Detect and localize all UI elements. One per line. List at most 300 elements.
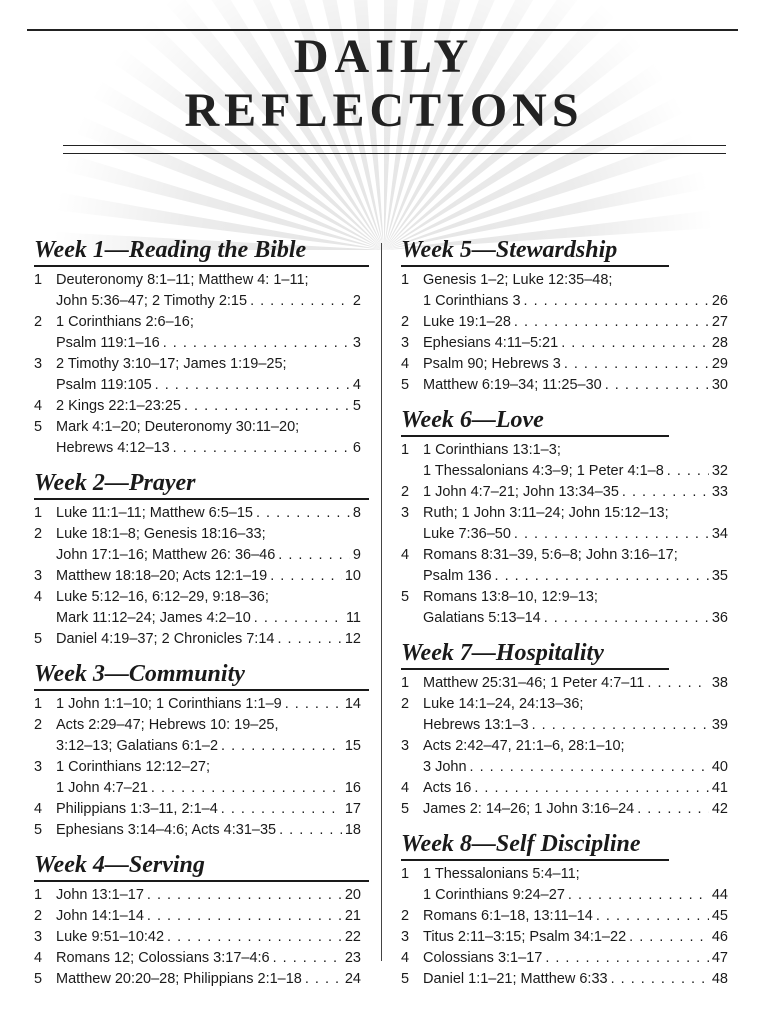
reading-text <box>423 906 728 927</box>
reading-passages: Luke 14:1–24, 24:13–36; <box>423 696 584 712</box>
reading-entry <box>34 587 361 629</box>
dot-leader <box>647 673 708 694</box>
page-number: 17 <box>344 801 361 817</box>
dot-leader <box>277 629 341 650</box>
reading-line-with-page <box>56 948 361 969</box>
reading-passages: Luke 18:1–8; Genesis 18:16–33; <box>56 526 266 542</box>
reading-line <box>56 757 361 778</box>
reading-entry <box>401 270 728 312</box>
week-title: Week 6—Love <box>401 406 669 437</box>
reading-line-with-page <box>56 799 361 820</box>
dot-leader <box>622 482 709 503</box>
reading-text <box>423 587 728 629</box>
dot-leader <box>221 799 342 820</box>
reading-passages: Acts 2:42–47, 21:1–6, 28:1–10; <box>423 738 625 754</box>
title-daily: DAILY <box>293 30 475 83</box>
reading-text <box>56 629 361 650</box>
reading-text <box>423 948 728 969</box>
dot-leader <box>545 948 709 969</box>
dot-leader <box>163 333 350 354</box>
reading-entry <box>34 694 361 715</box>
day-number: 1 <box>34 887 43 903</box>
day-number: 1 <box>34 272 43 288</box>
dot-leader <box>279 820 342 841</box>
reading-passages: John 17:1–16; Matthew 26: 36–46 <box>56 547 276 563</box>
reading-entry <box>34 354 361 396</box>
reading-line-with-page <box>423 333 728 354</box>
week-section <box>401 639 728 820</box>
reading-entry <box>34 906 361 927</box>
day-number: 4 <box>34 398 43 414</box>
reading-text <box>423 375 728 396</box>
page-number: 23 <box>344 950 361 966</box>
reading-entry <box>401 440 728 482</box>
reading-entry <box>34 629 361 650</box>
reading-entry <box>401 864 728 906</box>
day-number: 4 <box>401 780 410 796</box>
reading-line <box>423 270 728 291</box>
day-number: 1 <box>401 442 410 458</box>
dot-leader <box>184 396 350 417</box>
page-number: 3 <box>352 335 361 351</box>
reading-entry <box>34 927 361 948</box>
reading-entry <box>401 312 728 333</box>
page-number: 47 <box>711 950 728 966</box>
page-number: 35 <box>711 568 728 584</box>
reading-passages: Romans 6:1–18, 13:11–14 <box>423 908 593 924</box>
reading-entry <box>34 799 361 820</box>
dot-leader <box>151 778 342 799</box>
reading-text <box>423 799 728 820</box>
reading-passages: James 2: 14–26; 1 John 3:16–24 <box>423 801 635 817</box>
reading-line-with-page <box>423 291 728 312</box>
day-number: 2 <box>34 314 43 330</box>
reading-entry <box>401 694 728 736</box>
reading-text <box>56 503 361 524</box>
week-title: Week 4—Serving <box>34 851 369 882</box>
reading-passages: Philippians 1:3–11, 2:1–4 <box>56 801 218 817</box>
page-number: 42 <box>711 801 728 817</box>
reading-text <box>56 799 361 820</box>
week-title: Week 2—Prayer <box>34 469 369 500</box>
reading-passages: John 13:1–17 <box>56 887 144 903</box>
dot-leader <box>514 312 709 333</box>
reading-line-with-page <box>423 799 728 820</box>
reading-line-with-page <box>423 715 728 736</box>
reading-passages: Psalm 136 <box>423 568 492 584</box>
dot-leader <box>596 906 709 927</box>
dot-leader <box>568 885 709 906</box>
page-number: 46 <box>711 929 728 945</box>
reading-text <box>423 736 728 778</box>
reading-text <box>423 354 728 375</box>
dot-leader <box>532 715 709 736</box>
reading-passages: 1 Corinthians 12:12–27; <box>56 759 210 775</box>
dot-leader <box>561 333 709 354</box>
reading-line-with-page <box>423 375 728 396</box>
reading-line <box>56 354 361 375</box>
reading-passages: Hebrews 13:1–3 <box>423 717 529 733</box>
reading-text <box>56 927 361 948</box>
reading-text <box>423 864 728 906</box>
dot-leader <box>524 291 709 312</box>
page-number: 41 <box>711 780 728 796</box>
reading-passages: Daniel 4:19–37; 2 Chronicles 7:14 <box>56 631 275 647</box>
dot-leader <box>250 291 350 312</box>
reading-text <box>423 673 728 694</box>
day-number: 2 <box>401 908 410 924</box>
reading-line <box>56 524 361 545</box>
reading-line-with-page <box>56 438 361 459</box>
reading-line-with-page <box>56 778 361 799</box>
reading-passages: Matthew 25:31–46; 1 Peter 4:7–11 <box>423 675 645 691</box>
reading-entry <box>401 736 728 778</box>
reading-passages: Matthew 18:18–20; Acts 12:1–19 <box>56 568 268 584</box>
reading-line-with-page <box>56 291 361 312</box>
reading-entry <box>401 969 728 990</box>
page-number: 18 <box>344 822 361 838</box>
page-number: 5 <box>352 398 361 414</box>
day-number: 2 <box>401 314 410 330</box>
day-number: 5 <box>401 589 410 605</box>
reading-line-with-page <box>423 757 728 778</box>
reading-passages: Acts 16 <box>423 780 472 796</box>
reading-text <box>56 757 361 799</box>
week-section <box>401 236 728 396</box>
reading-text <box>56 396 361 417</box>
dot-leader <box>147 906 342 927</box>
week-title: Week 7—Hospitality <box>401 639 669 670</box>
day-number: 3 <box>401 335 410 351</box>
reading-line <box>56 417 361 438</box>
reading-passages: 1 John 4:7–21; John 13:34–35 <box>423 484 619 500</box>
reading-text <box>56 715 361 757</box>
reading-passages: Matthew 20:20–28; Philippians 2:1–18 <box>56 971 302 987</box>
reading-passages: Ephesians 3:14–4:6; Acts 4:31–35 <box>56 822 277 838</box>
page-number: 27 <box>711 314 728 330</box>
reading-line-with-page <box>56 820 361 841</box>
day-number: 3 <box>34 568 43 584</box>
reading-line-with-page <box>423 927 728 948</box>
dot-leader <box>305 969 342 990</box>
page-number: 24 <box>344 971 361 987</box>
reading-entry <box>401 503 728 545</box>
reading-entry <box>34 503 361 524</box>
dot-leader <box>514 524 709 545</box>
day-number: 2 <box>401 696 410 712</box>
reading-line-with-page <box>423 524 728 545</box>
dot-leader <box>278 545 350 566</box>
reading-entry <box>34 566 361 587</box>
day-number: 4 <box>34 801 43 817</box>
reading-entry <box>401 948 728 969</box>
reading-entry <box>401 673 728 694</box>
dot-leader <box>273 948 342 969</box>
reading-text <box>56 270 361 312</box>
reading-line-with-page <box>56 969 361 990</box>
day-number: 5 <box>34 419 43 435</box>
reading-passages: Genesis 1–2; Luke 12:35–48; <box>423 272 613 288</box>
week-section <box>34 236 361 459</box>
reading-passages: Mark 4:1–20; Deuteronomy 30:11–20; <box>56 419 300 435</box>
reading-passages: Romans 13:8–10, 12:9–13; <box>423 589 598 605</box>
reading-passages: John 14:1–14 <box>56 908 144 924</box>
reading-text <box>423 927 728 948</box>
page-number: 44 <box>711 887 728 903</box>
dot-leader <box>474 778 709 799</box>
reading-line-with-page <box>56 503 361 524</box>
reading-line-with-page <box>423 673 728 694</box>
reading-line-with-page <box>423 969 728 990</box>
reading-passages: John 5:36–47; 2 Timothy 2:15 <box>56 293 248 309</box>
reading-passages: 1 Thessalonians 5:4–11; <box>423 866 580 882</box>
day-number: 5 <box>401 801 410 817</box>
reading-line-with-page <box>423 354 728 375</box>
reading-entry <box>401 482 728 503</box>
reading-passages: 2 Kings 22:1–23:25 <box>56 398 181 414</box>
dot-leader <box>605 375 709 396</box>
reading-line <box>56 587 361 608</box>
reading-entry <box>401 799 728 820</box>
reading-entry <box>401 906 728 927</box>
day-number: 4 <box>34 950 43 966</box>
reading-text <box>423 440 728 482</box>
day-number: 2 <box>34 908 43 924</box>
dot-leader <box>221 736 342 757</box>
reading-text <box>56 948 361 969</box>
reading-text <box>423 312 728 333</box>
page-number: 12 <box>344 631 361 647</box>
title-reflections: REFLECTIONS <box>184 84 584 137</box>
reading-passages: 1 Corinthians 2:6–16; <box>56 314 194 330</box>
week-section <box>34 469 361 650</box>
reading-entry <box>34 396 361 417</box>
reading-line-with-page <box>56 885 361 906</box>
reading-line-with-page <box>56 694 361 715</box>
reading-line <box>56 715 361 736</box>
reading-text <box>56 587 361 629</box>
dot-leader <box>637 799 709 820</box>
reading-passages: Ruth; 1 John 3:11–24; John 15:12–13; <box>423 505 669 521</box>
week-section <box>401 406 728 629</box>
page-number: 6 <box>352 440 361 456</box>
day-number: 3 <box>401 738 410 754</box>
day-number: 5 <box>34 822 43 838</box>
reading-text <box>56 354 361 396</box>
page-number: 16 <box>344 780 361 796</box>
reading-text <box>423 333 728 354</box>
reading-line-with-page <box>56 736 361 757</box>
reading-text <box>56 312 361 354</box>
page-number: 38 <box>711 675 728 691</box>
reading-passages: 1 Corinthians 3 <box>423 293 521 309</box>
page-number: 36 <box>711 610 728 626</box>
dot-leader <box>155 375 350 396</box>
page-number: 32 <box>711 463 728 479</box>
reading-text <box>56 969 361 990</box>
reading-line-with-page <box>56 545 361 566</box>
reading-text <box>56 694 361 715</box>
page-number: 2 <box>352 293 361 309</box>
page-number: 26 <box>711 293 728 309</box>
page-number: 45 <box>711 908 728 924</box>
page-number: 29 <box>711 356 728 372</box>
dot-leader <box>564 354 709 375</box>
dot-leader <box>495 566 709 587</box>
reading-line <box>423 587 728 608</box>
reading-line-with-page <box>423 885 728 906</box>
page-number: 4 <box>352 377 361 393</box>
dot-leader <box>285 694 342 715</box>
reading-passages: 2 Timothy 3:10–17; James 1:19–25; <box>56 356 287 372</box>
reading-entry <box>401 545 728 587</box>
page-number: 40 <box>711 759 728 775</box>
day-number: 5 <box>34 631 43 647</box>
reading-passages: Titus 2:11–3:15; Psalm 34:1–22 <box>423 929 627 945</box>
reading-passages: Colossians 3:1–17 <box>423 950 543 966</box>
reading-text <box>56 566 361 587</box>
day-number: 5 <box>401 971 410 987</box>
reading-line-with-page <box>423 906 728 927</box>
day-number: 3 <box>401 505 410 521</box>
reading-passages: Hebrews 4:12–13 <box>56 440 170 456</box>
reading-line-with-page <box>56 333 361 354</box>
dot-leader <box>629 927 709 948</box>
reading-passages: Psalm 119:105 <box>56 377 152 393</box>
page-number: 15 <box>344 738 361 754</box>
reading-entry <box>401 375 728 396</box>
day-number: 1 <box>401 866 410 882</box>
reading-text <box>423 503 728 545</box>
day-number: 2 <box>401 484 410 500</box>
dot-leader <box>256 503 350 524</box>
reading-passages: 3 John <box>423 759 467 775</box>
reading-text <box>423 969 728 990</box>
reading-passages: 1 John 4:7–21 <box>56 780 148 796</box>
day-number: 5 <box>34 971 43 987</box>
reading-entry <box>34 948 361 969</box>
week-title: Week 1—Reading the Bible <box>34 236 369 267</box>
title-double-rule <box>63 145 726 154</box>
day-number: 1 <box>401 675 410 691</box>
day-number: 1 <box>34 696 43 712</box>
page-number: 8 <box>352 505 361 521</box>
reading-passages: Deuteronomy 8:1–11; Matthew 4: 1–11; <box>56 272 309 288</box>
reading-line-with-page <box>423 461 728 482</box>
week-section <box>34 851 361 990</box>
reading-line <box>423 694 728 715</box>
week-title: Week 8—Self Discipline <box>401 830 669 861</box>
reading-entry <box>34 524 361 566</box>
reading-line-with-page <box>56 629 361 650</box>
day-number: 4 <box>401 950 410 966</box>
week-section <box>34 660 361 841</box>
reading-line-with-page <box>56 906 361 927</box>
reading-line-with-page <box>56 927 361 948</box>
day-number: 4 <box>401 356 410 372</box>
reading-text <box>56 906 361 927</box>
reading-line-with-page <box>423 778 728 799</box>
reading-passages: 1 Corinthians 9:24–27 <box>423 887 565 903</box>
day-number: 3 <box>34 759 43 775</box>
reading-passages: Ephesians 4:11–5:21 <box>423 335 559 351</box>
reading-entry <box>34 270 361 312</box>
page-number: 28 <box>711 335 728 351</box>
reading-line <box>423 503 728 524</box>
page-number: 21 <box>344 908 361 924</box>
reading-passages: Acts 2:29–47; Hebrews 10: 19–25, <box>56 717 279 733</box>
week-title: Week 5—Stewardship <box>401 236 669 267</box>
dot-leader <box>611 969 709 990</box>
reading-entry <box>401 927 728 948</box>
reading-line-with-page <box>56 375 361 396</box>
page-number: 48 <box>711 971 728 987</box>
day-number: 1 <box>34 505 43 521</box>
reading-passages: Daniel 1:1–21; Matthew 6:33 <box>423 971 608 987</box>
page-number: 22 <box>344 929 361 945</box>
day-number: 2 <box>34 526 43 542</box>
page-number: 11 <box>345 610 361 626</box>
reading-passages: Luke 11:1–11; Matthew 6:5–15 <box>56 505 253 521</box>
reading-line-with-page <box>56 608 361 629</box>
dot-leader <box>270 566 342 587</box>
reading-line <box>56 270 361 291</box>
day-number: 1 <box>401 272 410 288</box>
reading-entry <box>34 417 361 459</box>
reading-passages: 1 John 1:1–10; 1 Corinthians 1:1–9 <box>56 696 282 712</box>
column-divider <box>381 243 382 961</box>
reading-entry <box>34 715 361 757</box>
reading-line-with-page <box>56 566 361 587</box>
reading-text <box>423 778 728 799</box>
reading-passages: Romans 8:31–39, 5:6–8; John 3:16–17; <box>423 547 678 563</box>
reading-line <box>56 312 361 333</box>
reading-line-with-page <box>423 312 728 333</box>
reading-entry <box>401 333 728 354</box>
page-number: 9 <box>352 547 361 563</box>
dot-leader <box>544 608 709 629</box>
week-section <box>401 830 728 990</box>
reading-passages: Galatians 5:13–14 <box>423 610 541 626</box>
week-title: Week 3—Community <box>34 660 369 691</box>
page-number: 33 <box>711 484 728 500</box>
reading-line-with-page <box>423 482 728 503</box>
left-column <box>34 236 361 1000</box>
page-number: 10 <box>344 568 361 584</box>
reading-text <box>56 820 361 841</box>
reading-text <box>56 417 361 459</box>
reading-passages: 1 Thessalonians 4:3–9; 1 Peter 4:1–8 <box>423 463 664 479</box>
reading-passages: Psalm 119:1–16 <box>56 335 160 351</box>
reading-passages: Luke 19:1–28 <box>423 314 511 330</box>
reading-entry <box>34 820 361 841</box>
reading-line-with-page <box>423 608 728 629</box>
reading-text <box>56 885 361 906</box>
dot-leader <box>167 927 342 948</box>
reading-passages: Romans 12; Colossians 3:17–4:6 <box>56 950 270 966</box>
reading-text <box>423 482 728 503</box>
dot-leader <box>470 757 709 778</box>
dot-leader <box>173 438 350 459</box>
reading-line <box>423 864 728 885</box>
right-column <box>401 236 728 1000</box>
reading-passages: Mark 11:12–24; James 4:2–10 <box>56 610 251 626</box>
reading-entry <box>401 778 728 799</box>
reading-text <box>423 270 728 312</box>
day-number: 3 <box>401 929 410 945</box>
reading-passages: Psalm 90; Hebrews 3 <box>423 356 561 372</box>
reading-entry <box>34 969 361 990</box>
